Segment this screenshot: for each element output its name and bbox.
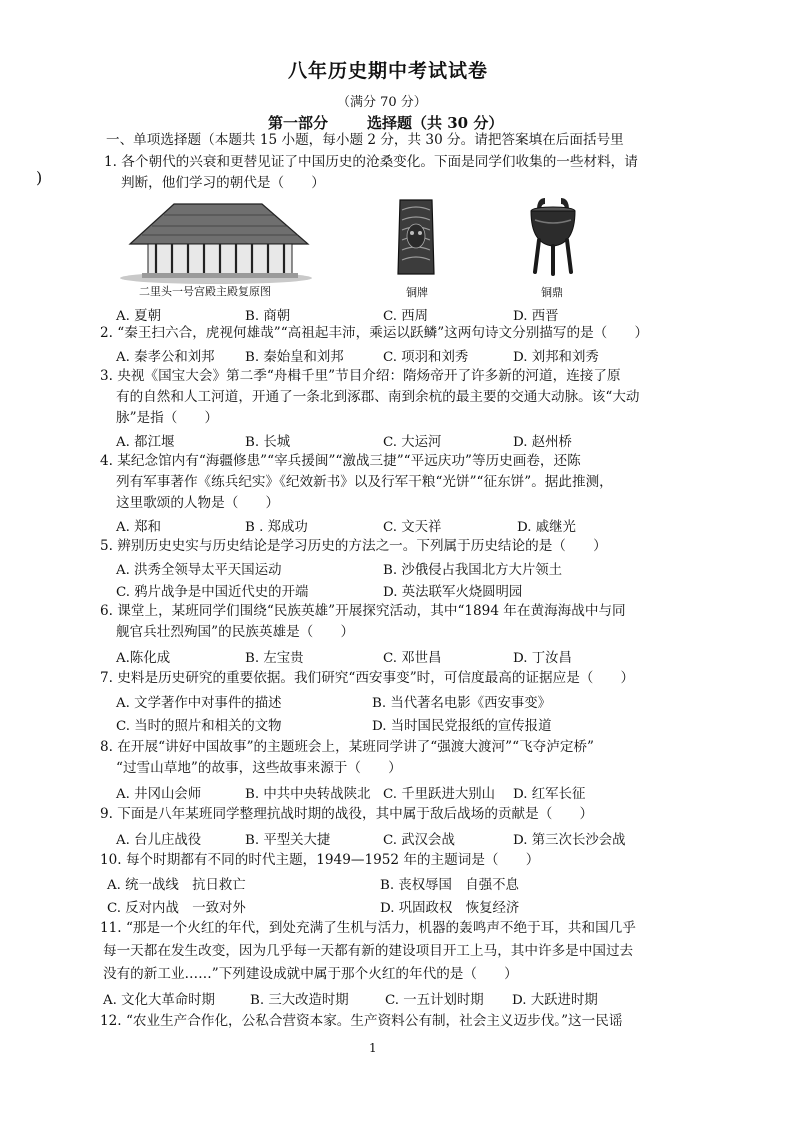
question-6-line-1: 6. 课堂上，某班同学们围绕“民族英雄”开展探究活动，其中“1894 年在黄海海战中与同	[100, 603, 626, 619]
q10-option-d[interactable]: D. 巩固政权 恢复经济	[380, 901, 520, 916]
q10-option-a[interactable]: A. 统一战线 抗日救亡	[107, 878, 246, 893]
question-2-line-1: 2. “秦王扫六合，虎视何雄哉”“高祖起丰沛，乘运以跃鳞”这两句诗文分别描写的是（ ）	[100, 325, 649, 341]
q8-option-b[interactable]: B. 中共中央转战陕北	[245, 787, 371, 802]
question-3-line-3: 脉”是指（ ）	[116, 410, 219, 426]
q9-option-d[interactable]: D. 第三次长沙会战	[513, 833, 626, 848]
q4-option-a[interactable]: A. 郑和	[116, 520, 161, 535]
q7-option-b[interactable]: B. 当代著名电影《西安事变》	[372, 696, 552, 711]
question-7-line-1: 7. 史料是历史研究的重要依据。我们研究“西安事变”时，可信度最高的证据应是（ ）	[100, 670, 635, 686]
q4-option-b[interactable]: B . 郑成功	[245, 520, 308, 535]
question-5-line-1: 5. 辨别历史史实与历史结论是学习历史的方法之一。下列属于历史结论的是（ ）	[100, 538, 607, 554]
question-12-line-1: 12. “农业生产合作化，公私合营资本家。生产资料公有制，社会主义迈步伐。”这一民谣	[100, 1013, 623, 1029]
q1-option-a[interactable]: A. 夏朝	[116, 309, 161, 324]
q8-option-d[interactable]: D. 红军长征	[513, 787, 586, 802]
question-3-line-2: 有的自然和人工河道，开通了一条北到涿郡、南到余杭的最主要的交通大动脉。该“大动	[116, 389, 640, 405]
question-11-line-2: 每一天都在发生改变，因为几乎每一天都有新的建设项目开工上马，其中许多是中国过去	[103, 943, 634, 959]
question-8-line-2: “过雪山草地”的故事，这些故事来源于（ ）	[116, 760, 402, 776]
q4-option-c[interactable]: C. 文天祥	[383, 520, 442, 535]
q6-option-d[interactable]: D. 丁汝昌	[513, 651, 572, 666]
question-11-line-3: 没有的新工业……”下列建设成就中属于那个火红的年代的是（ ）	[103, 966, 518, 982]
q1-option-b[interactable]: B. 商朝	[245, 309, 291, 324]
q11-option-d[interactable]: D. 大跃进时期	[512, 993, 598, 1008]
question-11-line-1: 11. “那是一个火红的年代，到处充满了生机与活力，机器的轰鸣声不绝于耳，共和国几乎	[100, 920, 636, 936]
figure-caption-plaque: 铜牌	[406, 286, 428, 299]
q3-option-a[interactable]: A. 都江堰	[116, 435, 175, 450]
q9-option-c[interactable]: C. 武汉会战	[383, 833, 455, 848]
question-6-line-2: 舰官兵壮烈殉国”的民族英雄是（ ）	[116, 624, 355, 640]
question-9-line-1: 9. 下面是八年某班同学整理抗战时期的战役，其中属于敌后战场的贡献是（ ）	[100, 806, 594, 822]
question-4-line-3: 这里歌颂的人物是（ ）	[116, 495, 280, 511]
q2-option-d[interactable]: D. 刘邦和刘秀	[513, 350, 599, 365]
bronze-plaque-icon	[394, 196, 438, 278]
q5-option-a[interactable]: A. 洪秀全领导太平天国运动	[116, 563, 282, 578]
part-section-title: 选择题（共 30 分）	[367, 114, 504, 132]
exam-title: 八年历史期中考试试卷	[288, 60, 489, 82]
q5-option-c[interactable]: C. 鸦片战争是中国近代史的开端	[116, 585, 309, 600]
q9-option-a[interactable]: A. 台儿庄战役	[116, 833, 202, 848]
q1-option-d[interactable]: D. 西晋	[513, 309, 559, 324]
q1-option-c[interactable]: C. 西周	[383, 309, 429, 324]
q3-option-d[interactable]: D. 赵州桥	[513, 435, 572, 450]
q6-option-c[interactable]: C. 邓世昌	[383, 651, 442, 666]
question-1-line-1: 1. 各个朝代的兴衰和更替见证了中国历史的沧桑变化。下面是同学们收集的一些材料，请	[104, 154, 638, 170]
q11-option-c[interactable]: C. 一五计划时期	[385, 993, 484, 1008]
q8-option-a[interactable]: A. 井冈山会师	[116, 787, 202, 802]
q2-option-b[interactable]: B. 秦始皇和刘邦	[245, 350, 344, 365]
question-8-line-1: 8. 在开展“讲好中国故事”的主题班会上，某班同学讲了“强渡大渡河”“飞夺泸定桥”	[100, 739, 594, 755]
q11-option-b[interactable]: B. 三大改造时期	[250, 993, 349, 1008]
q11-option-a[interactable]: A. 文化大革命时期	[103, 993, 215, 1008]
q5-option-d[interactable]: D. 英法联军火烧圆明园	[383, 585, 523, 600]
q3-option-c[interactable]: C. 大运河	[383, 435, 442, 450]
q6-option-a[interactable]: A.陈化成	[116, 651, 171, 666]
q2-option-c[interactable]: C. 项羽和刘秀	[383, 350, 469, 365]
page-number: 1	[369, 1041, 377, 1055]
question-10-line-1: 10. 每个时期都有不同的时代主题，1949—1952 年的主题词是（ ）	[100, 852, 540, 868]
question-1-line-2: 判断，他们学习的朝代是（ ）	[121, 175, 325, 191]
q7-option-d[interactable]: D. 当时国民党报纸的宣传报道	[372, 719, 552, 734]
palace-reconstruction-icon	[112, 196, 312, 286]
part-label: 第一部分	[268, 114, 329, 132]
q8-option-c[interactable]: C. 千里跃进大别山	[383, 787, 496, 802]
q7-option-c[interactable]: C. 当时的照片和相关的文物	[116, 719, 282, 734]
figure-caption-palace: 二里头一号宫殿主殿复原图	[139, 285, 271, 298]
question-3-line-1: 3. 央视《国宝大会》第二季“舟楫千里”节目介绍：隋炀帝开了许多新的河道，连接了原	[100, 368, 621, 384]
question-4-line-1: 4. 某纪念馆内有“海疆修患”“宰兵援闽”“激战三捷”“平远庆功”等历史画卷，还陈	[100, 453, 581, 469]
q2-option-a[interactable]: A. 秦孝公和刘邦	[116, 350, 215, 365]
q10-option-c[interactable]: C. 反对内战 一致对外	[107, 901, 246, 916]
margin-mark: )	[36, 168, 43, 187]
q10-option-b[interactable]: B. 丧权辱国 自强不息	[380, 878, 519, 893]
bronze-ding-icon	[525, 196, 581, 276]
section-instruction: 一、单项选择题（本题共 15 小题，每小题 2 分，共 30 分。请把答案填在后面括号里	[106, 132, 624, 148]
q7-option-a[interactable]: A. 文学著作中对事件的描述	[116, 696, 282, 711]
full-score-note: （满分 70 分）	[337, 95, 427, 110]
q5-option-b[interactable]: B. 沙俄侵占我国北方大片领土	[383, 563, 563, 578]
q3-option-b[interactable]: B. 长城	[245, 435, 291, 450]
q9-option-b[interactable]: B. 平型关大捷	[245, 833, 331, 848]
q4-option-d[interactable]: D. 戚继光	[517, 520, 576, 535]
figure-caption-ding: 铜鼎	[541, 286, 563, 299]
q6-option-b[interactable]: B. 左宝贵	[245, 651, 304, 666]
question-4-line-2: 列有军事著作《练兵纪实》《纪效新书》以及行军干粮“光饼”“征东饼”。据此推测，	[116, 474, 613, 490]
